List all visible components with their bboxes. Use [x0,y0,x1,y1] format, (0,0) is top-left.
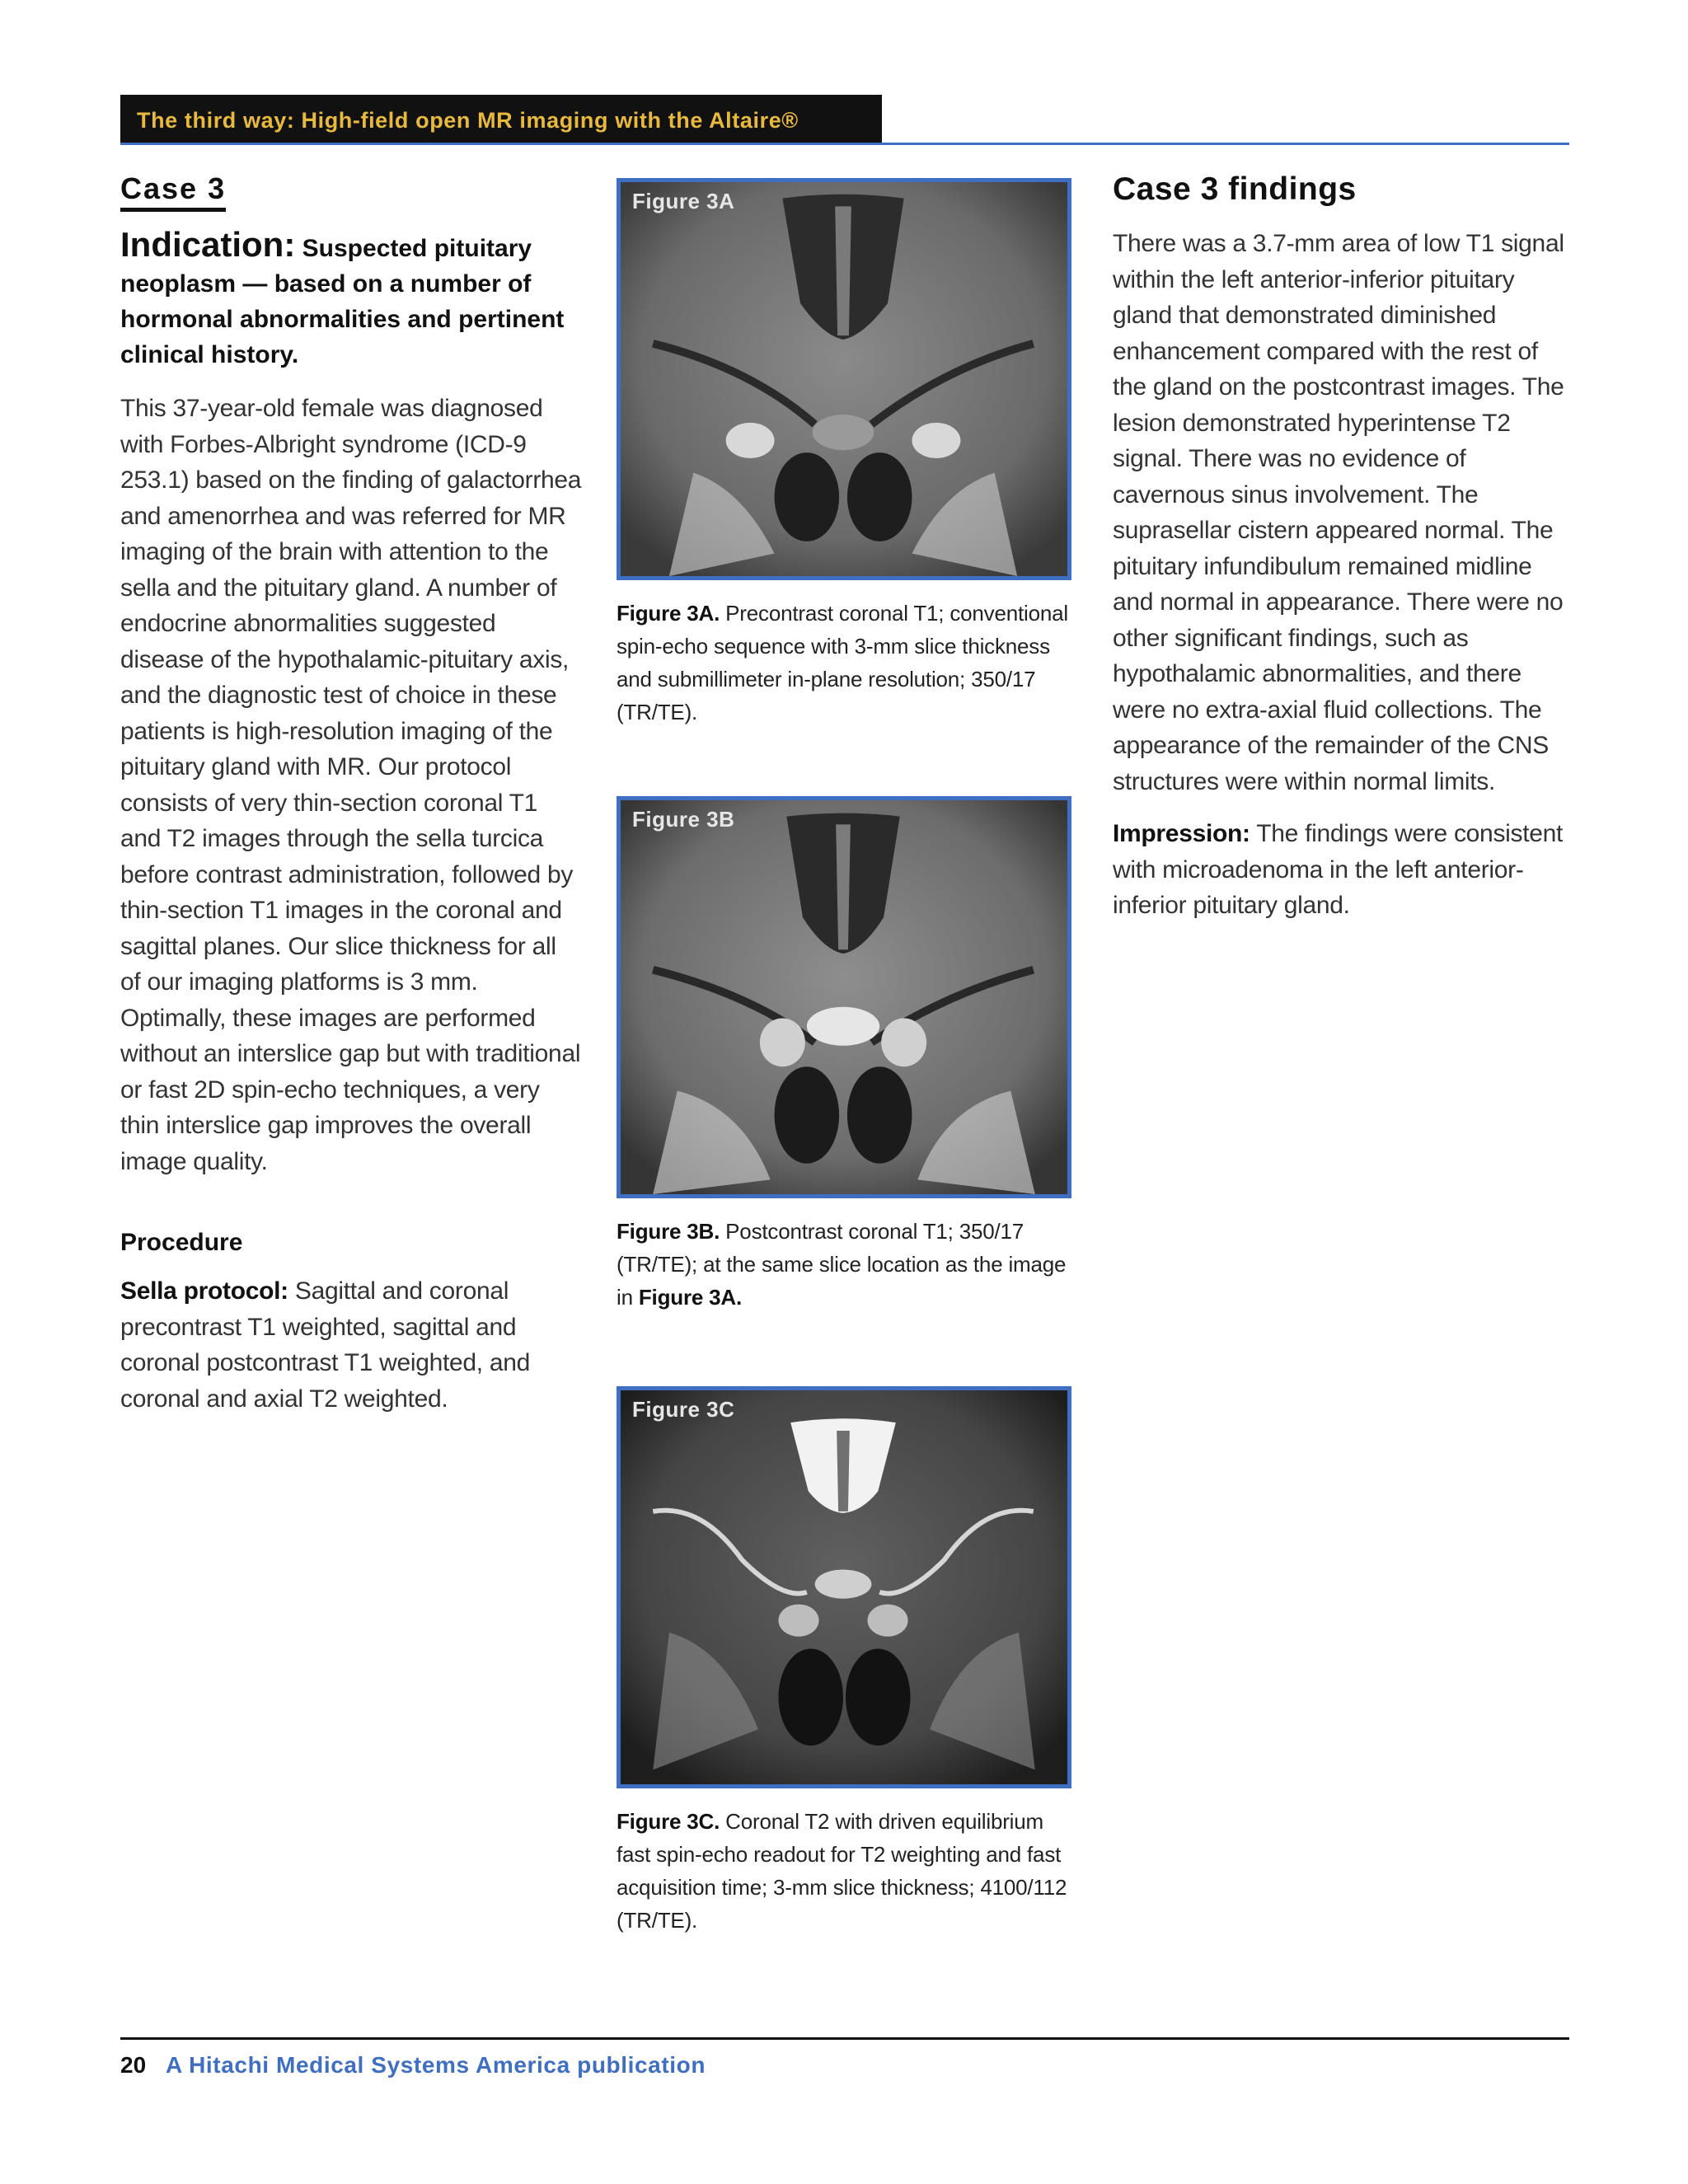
figure-3b-caption-text: Postcontrast coronal T1; 350/17 (TR/TE); at the same slice location as the image in [617,1219,1067,1310]
indication [120,227,582,373]
figure-3a-image [617,178,1071,580]
impression-paragraph [1113,816,1574,924]
intro-paragraph: This 37-year-old female was diagnosed with Forbes-Albright syndrome (ICD-9 253.1) based on the finding of galactorrhea and amenorrhea and was referred for MR imaging of the brain with attention to the sella and the pituitary gland. A number of endocrine abnormalities suggested disease of the hypothalamic-pituitary axis, and the diagnostic test of choice in these patients is high-resolution imaging of the pituitary gland with MR. Our protocol consists of very thin-section coronal T1 and T2 images through the sella turcica before contrast administration, followed by thin-section T1 images in the coronal and sagittal planes. Our slice thickness for all of our imaging platforms is 3 mm. Optimally, these images are performed without an interslice gap but with traditional or fast 2D spin-echo techniques, a very thin interslice gap improves the overall image quality. [120,395,582,1175]
figure-3b-tag: Figure 3B [632,807,735,832]
findings-title: Case 3 findings [1113,171,1357,207]
sella-protocol-paragraph [120,1273,582,1417]
footer-rule [120,2037,1569,2040]
page-number: 20 [120,2052,147,2078]
figure-3b-caption-label: Figure 3B. [617,1219,720,1244]
figure-3c-caption-label: Figure 3C. [617,1809,720,1834]
right-column [1113,171,1574,924]
figure-3c-image [617,1386,1071,1788]
figure-3a-caption [617,597,1071,729]
impression-text: The findings were consistent with microadenoma in the left anterior-inferior pituitary gland. [1113,820,1564,919]
figure-3c-caption [617,1805,1071,1937]
sella-protocol-text: Sagittal and coronal precontrast T1 weighted, sagittal and coronal postcontrast T1 weighted, and coronal and axial T2 weighted. [120,1277,530,1413]
mri-t1-precontrast [621,182,1067,576]
figure-3b-caption [617,1215,1071,1314]
findings-paragraph: There was a 3.7-mm area of low T1 signal within the left anterior-inferior pituitary gland that demonstrated diminished enhancement compared with the rest of the gland on the postcontrast images. The lesion demonstrated hyperintense T2 signal. There was no evidence of cavernous sinus involvement. The suprasellar cistern appeared normal. The pituitary infundibulum remained midline and normal in appearance. There were no other significant findings, such as hypothalamic abnormalities, and there were no extra-axial fluid collections. The appearance of the remainder of the CNS structures were within normal limits. [1113,230,1564,795]
page-footer [120,2052,706,2079]
indication-text: Suspected pituitary neoplasm — based on a number of hormonal abnormalities and pertinent clinical history. [120,235,565,368]
figure-3a-tag: Figure 3A [632,189,735,213]
figure-3b-image [617,796,1071,1198]
publication-name: A Hitachi Medical Systems America publication [165,2052,706,2078]
mri-t1-postcontrast [621,800,1067,1194]
figure-3a-caption-label: Figure 3A. [617,601,720,626]
impression-label: Impression: [1113,820,1250,847]
figure-3c-caption-text: Coronal T2 with driven equilibrium fast spin-echo readout for T2 weighting and fast acquisition time; 3-mm slice thickness; 4100/112 (TR/TE). [617,1809,1067,1933]
figure-3c-block [617,1386,1071,1937]
figure-3a-caption-text: Precontrast coronal T1; conventional spin-echo sequence with 3-mm slice thickness and submillimeter in-plane resolution; 350/17 (TR/TE). [617,601,1068,724]
figure-3b-block [617,796,1071,1314]
sella-protocol-label: Sella protocol: [120,1277,288,1305]
figure-3b-caption-ref: Figure 3A. [638,1285,743,1310]
left-column [120,171,582,1417]
indication-label: Indication: [120,225,296,264]
header-rule [120,143,1569,145]
procedure-heading: Procedure [120,1229,243,1256]
case-label: Case 3 [120,171,226,212]
figure-3a-block [617,178,1071,729]
mri-t2-coronal [621,1390,1067,1784]
figure-3c-tag: Figure 3C [632,1397,735,1422]
running-header [120,95,882,144]
running-header-title: The third way: High-field open MR imaging with the Altaire® [137,108,799,133]
